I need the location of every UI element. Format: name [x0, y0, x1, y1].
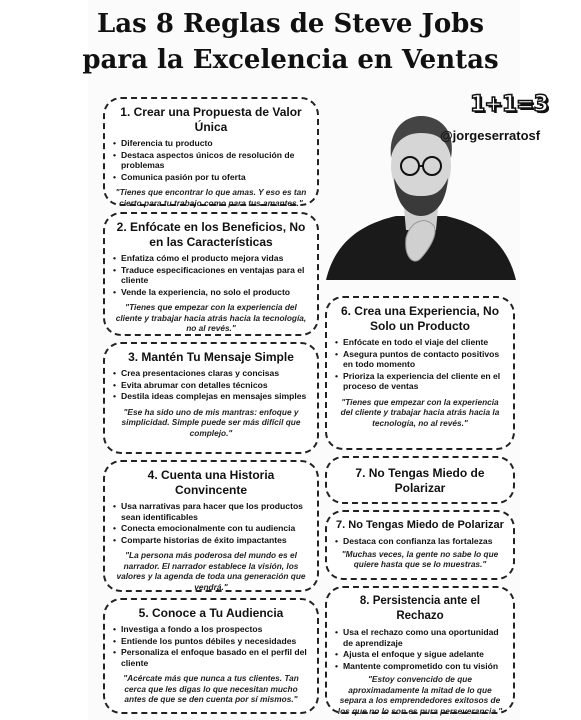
rule-title: 1. Crear una Propuesta de Valor Única	[120, 105, 302, 134]
bullet-item: • Diferencia tu producto	[113, 138, 309, 149]
rule-card-6	[325, 296, 515, 450]
rule-title: 4. Cuenta una Historia Convincente	[147, 468, 275, 497]
rule-title: 5. Conoce a Tu Audiencia	[138, 606, 284, 620]
bullet-item: • Comunica pasión por tu oferta	[113, 172, 309, 183]
rule-card-7	[325, 510, 515, 580]
bullet-item: • Enfócate en todo el viaje del cliente	[335, 337, 505, 348]
bullet-item: • Traduce especificaciones en ventajas para el cliente	[113, 265, 309, 286]
rule-title: 3. Mantén Tu Mensaje Simple	[128, 350, 294, 364]
bullet-item: • Usa narrativas para hacer que los productos sean identificables	[113, 501, 309, 522]
rule-card-5	[103, 598, 319, 714]
rule-bullets	[335, 337, 505, 392]
bullet-item: • Destaca con confianza las fortalezas	[335, 536, 505, 547]
rule-bullets	[335, 536, 505, 547]
bullet-item: • Comparte historias de éxito impactantes	[113, 535, 309, 546]
social-handle: @jorgeserratosf	[440, 128, 541, 143]
rule-card-4	[103, 460, 319, 592]
brand-logo: 1+1=3	[470, 92, 548, 117]
rule-card-1	[103, 97, 319, 206]
rule-quote: "Tienes que empezar con la experiencia del cliente y trabajar hacia atrás hacia la tecnología, no al revés."	[115, 302, 307, 333]
rule-title: 7. No Tengas Miedo de Polarizar	[355, 466, 485, 495]
rule-bullets	[113, 138, 309, 182]
bullet-item: • Vende la experiencia, no solo el producto	[113, 287, 309, 298]
bullet-item: • Asegura puntos de contacto positivos en todo momento	[335, 349, 505, 370]
rule-quote: "Muchas veces, la gente no sabe lo que quiere hasta que se lo muestras."	[341, 548, 499, 569]
rule-title: 8. Persistencia ante el Rechazo	[359, 595, 481, 622]
rule-bullets	[113, 624, 309, 668]
bullet-item: • Personaliza el enfoque basado en el perfil del cliente	[113, 647, 309, 668]
rule-title: 2. Enfócate en los Beneficios, No en las Características	[116, 220, 306, 249]
rule-bullets	[113, 501, 309, 545]
rule-quote: "Tienes que empezar con la experiencia del cliente y trabajar hacia atrás hacia la tecnología, no al revés."	[340, 396, 500, 428]
title-line-2: para la Excelencia en Ventas	[82, 45, 499, 75]
bullet-item: • Prioriza la experiencia del cliente en el proceso de ventas	[335, 371, 505, 392]
rule-bullets	[113, 368, 309, 402]
bullet-item: • Conecta emocionalmente con tu audiencia	[113, 523, 309, 534]
rule-quote: "Acércate más que nunca a tus clientes. Tan cerca que les digas lo que necesitan mucho antes de que se den cuenta por sí mismos."	[123, 673, 299, 704]
rule-quote: "Tienes que encontrar lo que amas. Y eso es tan cierto para tu trabajo como para tus amantes."	[115, 187, 307, 208]
rule-title: 6. Crea una Experiencia, No Solo un Producto	[340, 304, 500, 333]
rule-quote: "Estoy convencido de que aproximadamente la mitad de lo que separa a los emprendedores exitosos de los que no lo son es pura perseverancia."	[337, 674, 503, 716]
rule-card-8	[325, 586, 515, 714]
infographic-title	[0, 6, 581, 78]
rule-quote: "Ese ha sido uno de mis mantras: enfoque y simplicidad. Simple puede ser más difícil que complejo."	[121, 406, 301, 438]
title-line-1: Las 8 Reglas de Steve Jobs	[97, 9, 484, 39]
rule-bullets	[113, 253, 309, 297]
bullet-item: • Evita abrumar con detalles técnicos	[113, 380, 309, 391]
rule-bullets	[335, 627, 505, 671]
rule-quote: "La persona más poderosa del mundo es el narrador. El narrador establece la visión, los valores y la agenda de toda una generación que vendrá."	[116, 550, 306, 592]
bullet-item: • Usa el rechazo como una oportunidad de aprendizaje	[335, 627, 505, 648]
rule-card-7-header	[325, 456, 515, 504]
rule-title: 7. No Tengas Miedo de Polarizar	[336, 519, 504, 531]
bullet-item: • Investiga a fondo a los prospectos	[113, 624, 309, 635]
rule-card-3	[103, 342, 319, 454]
bullet-item: • Crea presentaciones claras y concisas	[113, 368, 309, 379]
bullet-item: • Enfatiza cómo el producto mejora vidas	[113, 253, 309, 264]
rule-card-2	[103, 212, 319, 336]
bullet-item: • Destila ideas complejas en mensajes simples	[113, 391, 309, 402]
bullet-item: • Entiende los puntos débiles y necesidades	[113, 636, 309, 647]
bullet-item: • Ajusta el enfoque y sigue adelante	[335, 649, 505, 660]
bullet-item: • Mantente comprometido con tu visión	[335, 661, 505, 672]
bullet-item: • Destaca aspectos únicos de resolución de problemas	[113, 150, 309, 171]
